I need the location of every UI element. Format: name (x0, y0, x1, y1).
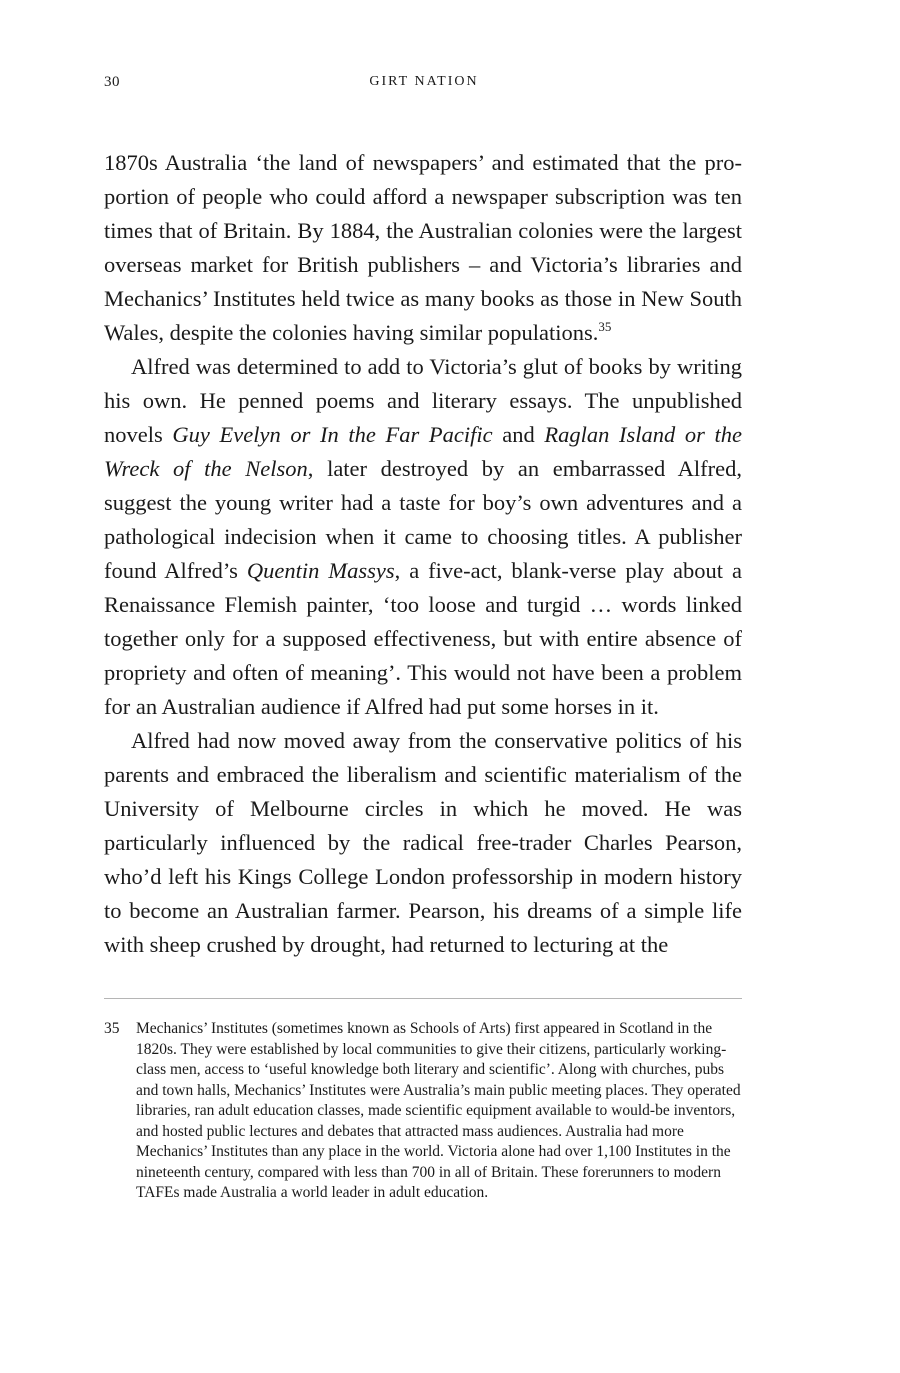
body-text (104, 146, 742, 962)
running-head (104, 74, 744, 96)
paragraph-1-text: 1870s Australia ‘the land of newspapers’ and estimated that the proportion of people who could afford a newspaper subscription was ten times that of Britain. By 1884, the Australian colonies were the largest overseas market for British publishers – and Victoria’s libraries and Mechanics’ Institutes held twice as many books as those in New South Wales, despite the colonies having similar populations. (104, 150, 742, 345)
footnote-divider (104, 998, 742, 999)
paragraph-2-text-d: , a five-act, blank-verse play about a Renaissance Flemish painter, ‘too loose and turgid … words linked together only for a supposed effectiveness, but with entire absence of propriety and often of meaning’. This would not have been a problem for an Australian audience if Alfred had put some horses in it. (104, 558, 742, 719)
footnote-number: 35 (104, 1020, 120, 1037)
paragraph-3 (104, 724, 742, 962)
paragraph-2-text-b: and (492, 422, 545, 447)
paragraph-2-text-a: Alfred was determined to add to Victoria’s glut of books by writing his own. He penned poems and literary essays. The unpublished novels (104, 354, 742, 447)
footnote-35 (104, 1019, 742, 1204)
page-number: 30 (104, 74, 120, 90)
paragraph-1 (104, 146, 742, 350)
book-title-guy-evelyn: Guy Evelyn or In the Far Pacific (172, 422, 493, 447)
play-title-quentin-massys: Quentin Massys (246, 558, 395, 583)
footnote-reference-35[interactable]: 35 (598, 319, 612, 334)
footnote-text: Mechanics’ Institutes (sometimes known as Schools of Arts) first appeared in Scotland in the 1820s. They were established by local communities to give their citizens, particularly working-class men, access to ‘useful knowledge both literary and scientific’. Along with churches, pubs and town halls, Mechanics’ Institutes were Australia’s main public meeting places. They operated libraries, ran adult education classes, made scientific equipment available to would-be inventors, and hosted public lectures and debates that attracted mass audiences. Australia had more Mechanics’ Institutes than any place in the world. Victoria alone had over 1,100 Institutes in the nineteenth century, compared with less than 700 in all of Britain. These forerunners to modern TAFEs made Australia a world leader in adult education. (136, 1020, 741, 1201)
book-title-raglan-island: Raglan Island or the Wreck of the Nelson (104, 422, 742, 481)
paragraph-3-text: Alfred had now moved away from the conservative politics of his parents and embraced the liberalism and scientific materialism of the University of Melbourne circles in which he moved. He was particularly influenced by the radical free-trader Charles Pearson, who’d left his Kings College London professorship in modern history to become an Australian farmer. Pearson, his dreams of a simple life with sheep crushed by drought, had returned to lecturing at the (104, 728, 742, 957)
running-title: GIRT NATION (369, 74, 479, 89)
paragraph-2-text-c: , later destroyed by an embarrassed Alfred, suggest the young writer had a taste for boy’s own adventures and a pathological indecision when it came to choosing titles. A publisher found Alfred’s (104, 456, 742, 583)
paragraph-2 (104, 350, 742, 724)
